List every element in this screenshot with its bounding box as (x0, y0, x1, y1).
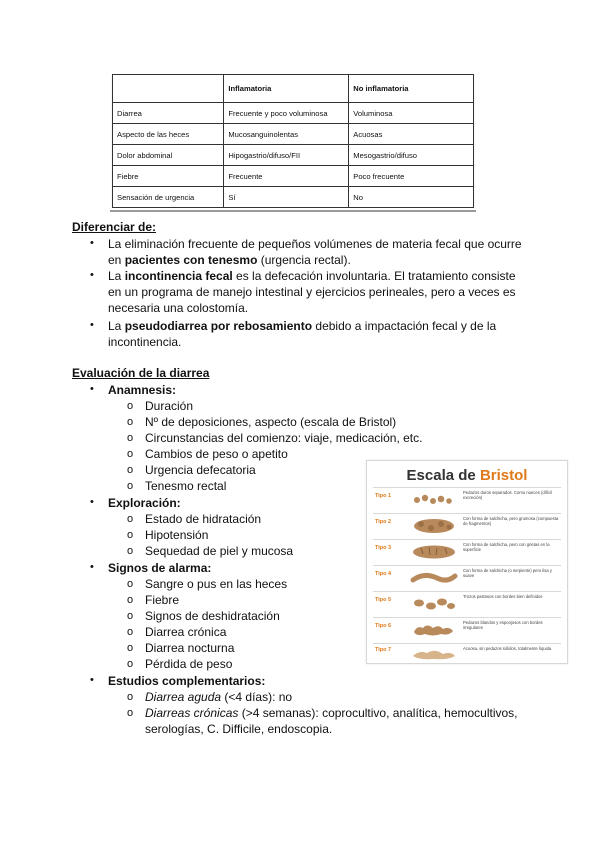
subsection-alarma: Signos de alarma: (108, 561, 212, 575)
table-cell: Frecuente y poco voluminosa (224, 103, 349, 124)
bristol-type-desc: Pedazos blandos y esponjosos con bordes irregulares (463, 620, 543, 630)
section-title-diferenciar: Diferenciar de: (72, 220, 157, 234)
bristol-type-label: Tipo 1 (375, 493, 392, 499)
bullet-icon: • (90, 237, 94, 249)
open-bullet-icon: o (127, 448, 134, 460)
list-item: Estado de hidratación (145, 512, 262, 526)
list-item-continuation: incontinencia. (108, 335, 182, 349)
table-cell: Sí (224, 187, 349, 208)
bristol-scale-figure (366, 460, 568, 664)
bristol-row-4 (373, 567, 561, 589)
bullet-icon: • (90, 496, 94, 508)
bold-term: incontinencia fecal (124, 269, 233, 283)
list-item (145, 689, 292, 705)
table-row (113, 166, 474, 187)
table-cell: No (349, 187, 474, 208)
bristol-type-desc: Trozos pastosos con bordes bien definidos (463, 594, 543, 599)
open-bullet-icon: o (127, 707, 134, 719)
bristol-type-label: Tipo 5 (375, 597, 392, 603)
list-item (145, 705, 518, 721)
bristol-type-label: Tipo 4 (375, 571, 392, 577)
table-cell: Acuosas (349, 124, 474, 145)
list-item: Signos de deshidratación (145, 609, 280, 623)
stool-type-2-icon (409, 516, 459, 536)
bullet-icon: • (90, 561, 94, 573)
bristol-type-desc: Acuosa, sin pedazos sólidos, totalmente líquida (463, 646, 552, 651)
table-header-cell (113, 75, 224, 103)
open-bullet-icon: o (127, 658, 134, 670)
list-item: Cambios de peso o apetito (145, 447, 288, 461)
open-bullet-icon: o (127, 594, 134, 606)
table-header-row (113, 75, 474, 103)
list-item: Tenesmo rectal (145, 479, 227, 493)
bristol-type-desc: Con forma de salchicha, pero con grietas en la superficie (463, 542, 550, 552)
divider (373, 591, 561, 592)
bristol-title-text: Escala de (406, 467, 480, 484)
bristol-type-label: Tipo 6 (375, 623, 392, 629)
section-title-evaluacion: Evaluación de la diarrea (72, 366, 210, 380)
open-bullet-icon: o (127, 432, 134, 444)
table-cell: Diarrea (113, 103, 224, 124)
open-bullet-icon: o (127, 400, 134, 412)
list-item: Diarrea crónica (145, 625, 227, 639)
bullet-icon: • (90, 674, 94, 686)
list-item-text: (urgencia rectal). (257, 253, 351, 267)
bristol-type-label: Tipo 7 (375, 647, 392, 653)
open-bullet-icon: o (127, 529, 134, 541)
italic-term: Diarreas crónicas (145, 706, 239, 720)
table-image-bottom-edge (110, 210, 476, 212)
subsection-complementarios: Estudios complementarios: (108, 674, 266, 688)
stool-type-1-icon (409, 490, 459, 510)
subsection-anamnesis: Anamnesis: (108, 383, 177, 397)
bristol-type-desc: Con forma de salchicha (o serpiente) pero lisa y suave (463, 568, 552, 578)
table-cell: Hipogastrio/difuso/FII (224, 145, 349, 166)
list-item: Circunstancias del comienzo: viaje, medicación, etc. (145, 431, 423, 445)
bristol-type-label: Tipo 2 (375, 519, 392, 525)
list-item-continuation (108, 252, 351, 268)
stool-type-6-icon (409, 620, 459, 640)
table-cell: Poco frecuente (349, 166, 474, 187)
bristol-row-7 (373, 641, 561, 663)
divider (373, 565, 561, 566)
bristol-type-desc: Con forma de salchicha, pero grumosa (compuesta de fragmentos) (463, 516, 559, 526)
divider (373, 539, 561, 540)
list-item-continuation: necesaria una colostomía. (108, 301, 249, 315)
open-bullet-icon: o (127, 691, 134, 703)
open-bullet-icon: o (127, 626, 134, 638)
stool-type-4-icon (409, 568, 459, 588)
list-item (108, 268, 516, 284)
table-cell: Aspecto de las heces (113, 124, 224, 145)
list-item-text: La (108, 269, 125, 283)
list-item-text: (<4 días): no (221, 690, 293, 704)
list-item-text: debido a impactación fecal y de la (312, 319, 497, 333)
subsection-exploracion: Exploración: (108, 496, 181, 510)
table-cell: Fiebre (113, 166, 224, 187)
table-row (113, 187, 474, 208)
table-header-cell: Inflamatoria (224, 75, 349, 103)
divider (373, 513, 561, 514)
bullet-icon: • (90, 383, 94, 395)
comparison-table (112, 74, 474, 208)
open-bullet-icon: o (127, 464, 134, 476)
stool-type-7-icon (409, 642, 459, 662)
bristol-row-2 (373, 515, 561, 537)
list-item: Pérdida de peso (145, 657, 233, 671)
list-item-text: es la defecación involuntaria. El tratamiento consiste (232, 269, 516, 283)
open-bullet-icon: o (127, 610, 134, 622)
table-cell: Mesogastrio/difuso (349, 145, 474, 166)
bristol-type-label: Tipo 3 (375, 545, 392, 551)
italic-term: Diarrea aguda (145, 690, 222, 704)
bristol-row-5 (373, 593, 561, 615)
list-item: Urgencia defecatoria (145, 463, 256, 477)
list-item: Duración (145, 399, 194, 413)
bristol-row-3 (373, 541, 561, 563)
list-item-continuation: en un programa de manejo intestinal y ejercicios perineales, pero a veces es (108, 285, 516, 299)
list-item (108, 236, 522, 252)
bristol-title (367, 467, 567, 484)
list-item: Nº de deposiciones, aspecto (escala de Bristol) (145, 415, 397, 429)
open-bullet-icon: o (127, 642, 134, 654)
list-item-text: en (108, 253, 125, 267)
table-row (113, 145, 474, 166)
table-cell: Frecuente (224, 166, 349, 187)
bullet-icon: • (90, 319, 94, 331)
table-cell: Mucosanguinolentas (224, 124, 349, 145)
table-row (113, 124, 474, 145)
list-item-text: La (108, 319, 125, 333)
bristol-row-1 (373, 489, 561, 511)
list-item: Hipotensión (145, 528, 209, 542)
list-item: Fiebre (145, 593, 180, 607)
stool-type-5-icon (409, 594, 459, 614)
table-cell: Dolor abdominal (113, 145, 224, 166)
open-bullet-icon: o (127, 480, 134, 492)
open-bullet-icon: o (127, 513, 134, 525)
divider (373, 617, 561, 618)
list-item: Sequedad de piel y mucosa (145, 544, 294, 558)
list-item-continuation: serologías, C. Difficile, endoscopia. (145, 722, 333, 736)
table-header-cell: No inflamatoria (349, 75, 474, 103)
list-item: Sangre o pus en las heces (145, 577, 288, 591)
table-cell: Sensación de urgencia (113, 187, 224, 208)
table-row (113, 103, 474, 124)
bristol-type-desc: Pedazos duros separados. Como nueces (difícil excreción) (463, 490, 552, 500)
bristol-row-6 (373, 619, 561, 641)
list-item (108, 318, 496, 334)
bullet-icon: • (90, 269, 94, 281)
bristol-title-accent: Bristol (479, 467, 528, 484)
list-item-text: La eliminación frecuente de pequeños volúmenes de materia fecal que ocurre (108, 237, 522, 251)
open-bullet-icon: o (127, 578, 134, 590)
table-cell: Voluminosa (349, 103, 474, 124)
open-bullet-icon: o (127, 545, 134, 557)
list-item-text: (>4 semanas): coprocultivo, analítica, hemocultivos, (238, 706, 518, 720)
bold-term: pseudodiarrea por rebosamiento (124, 319, 313, 333)
bold-term: pacientes con tenesmo (124, 253, 258, 267)
divider (373, 487, 561, 488)
stool-type-3-icon (409, 542, 459, 562)
comparison-table-image (112, 74, 474, 210)
list-item: Diarrea nocturna (145, 641, 235, 655)
open-bullet-icon: o (127, 416, 134, 428)
